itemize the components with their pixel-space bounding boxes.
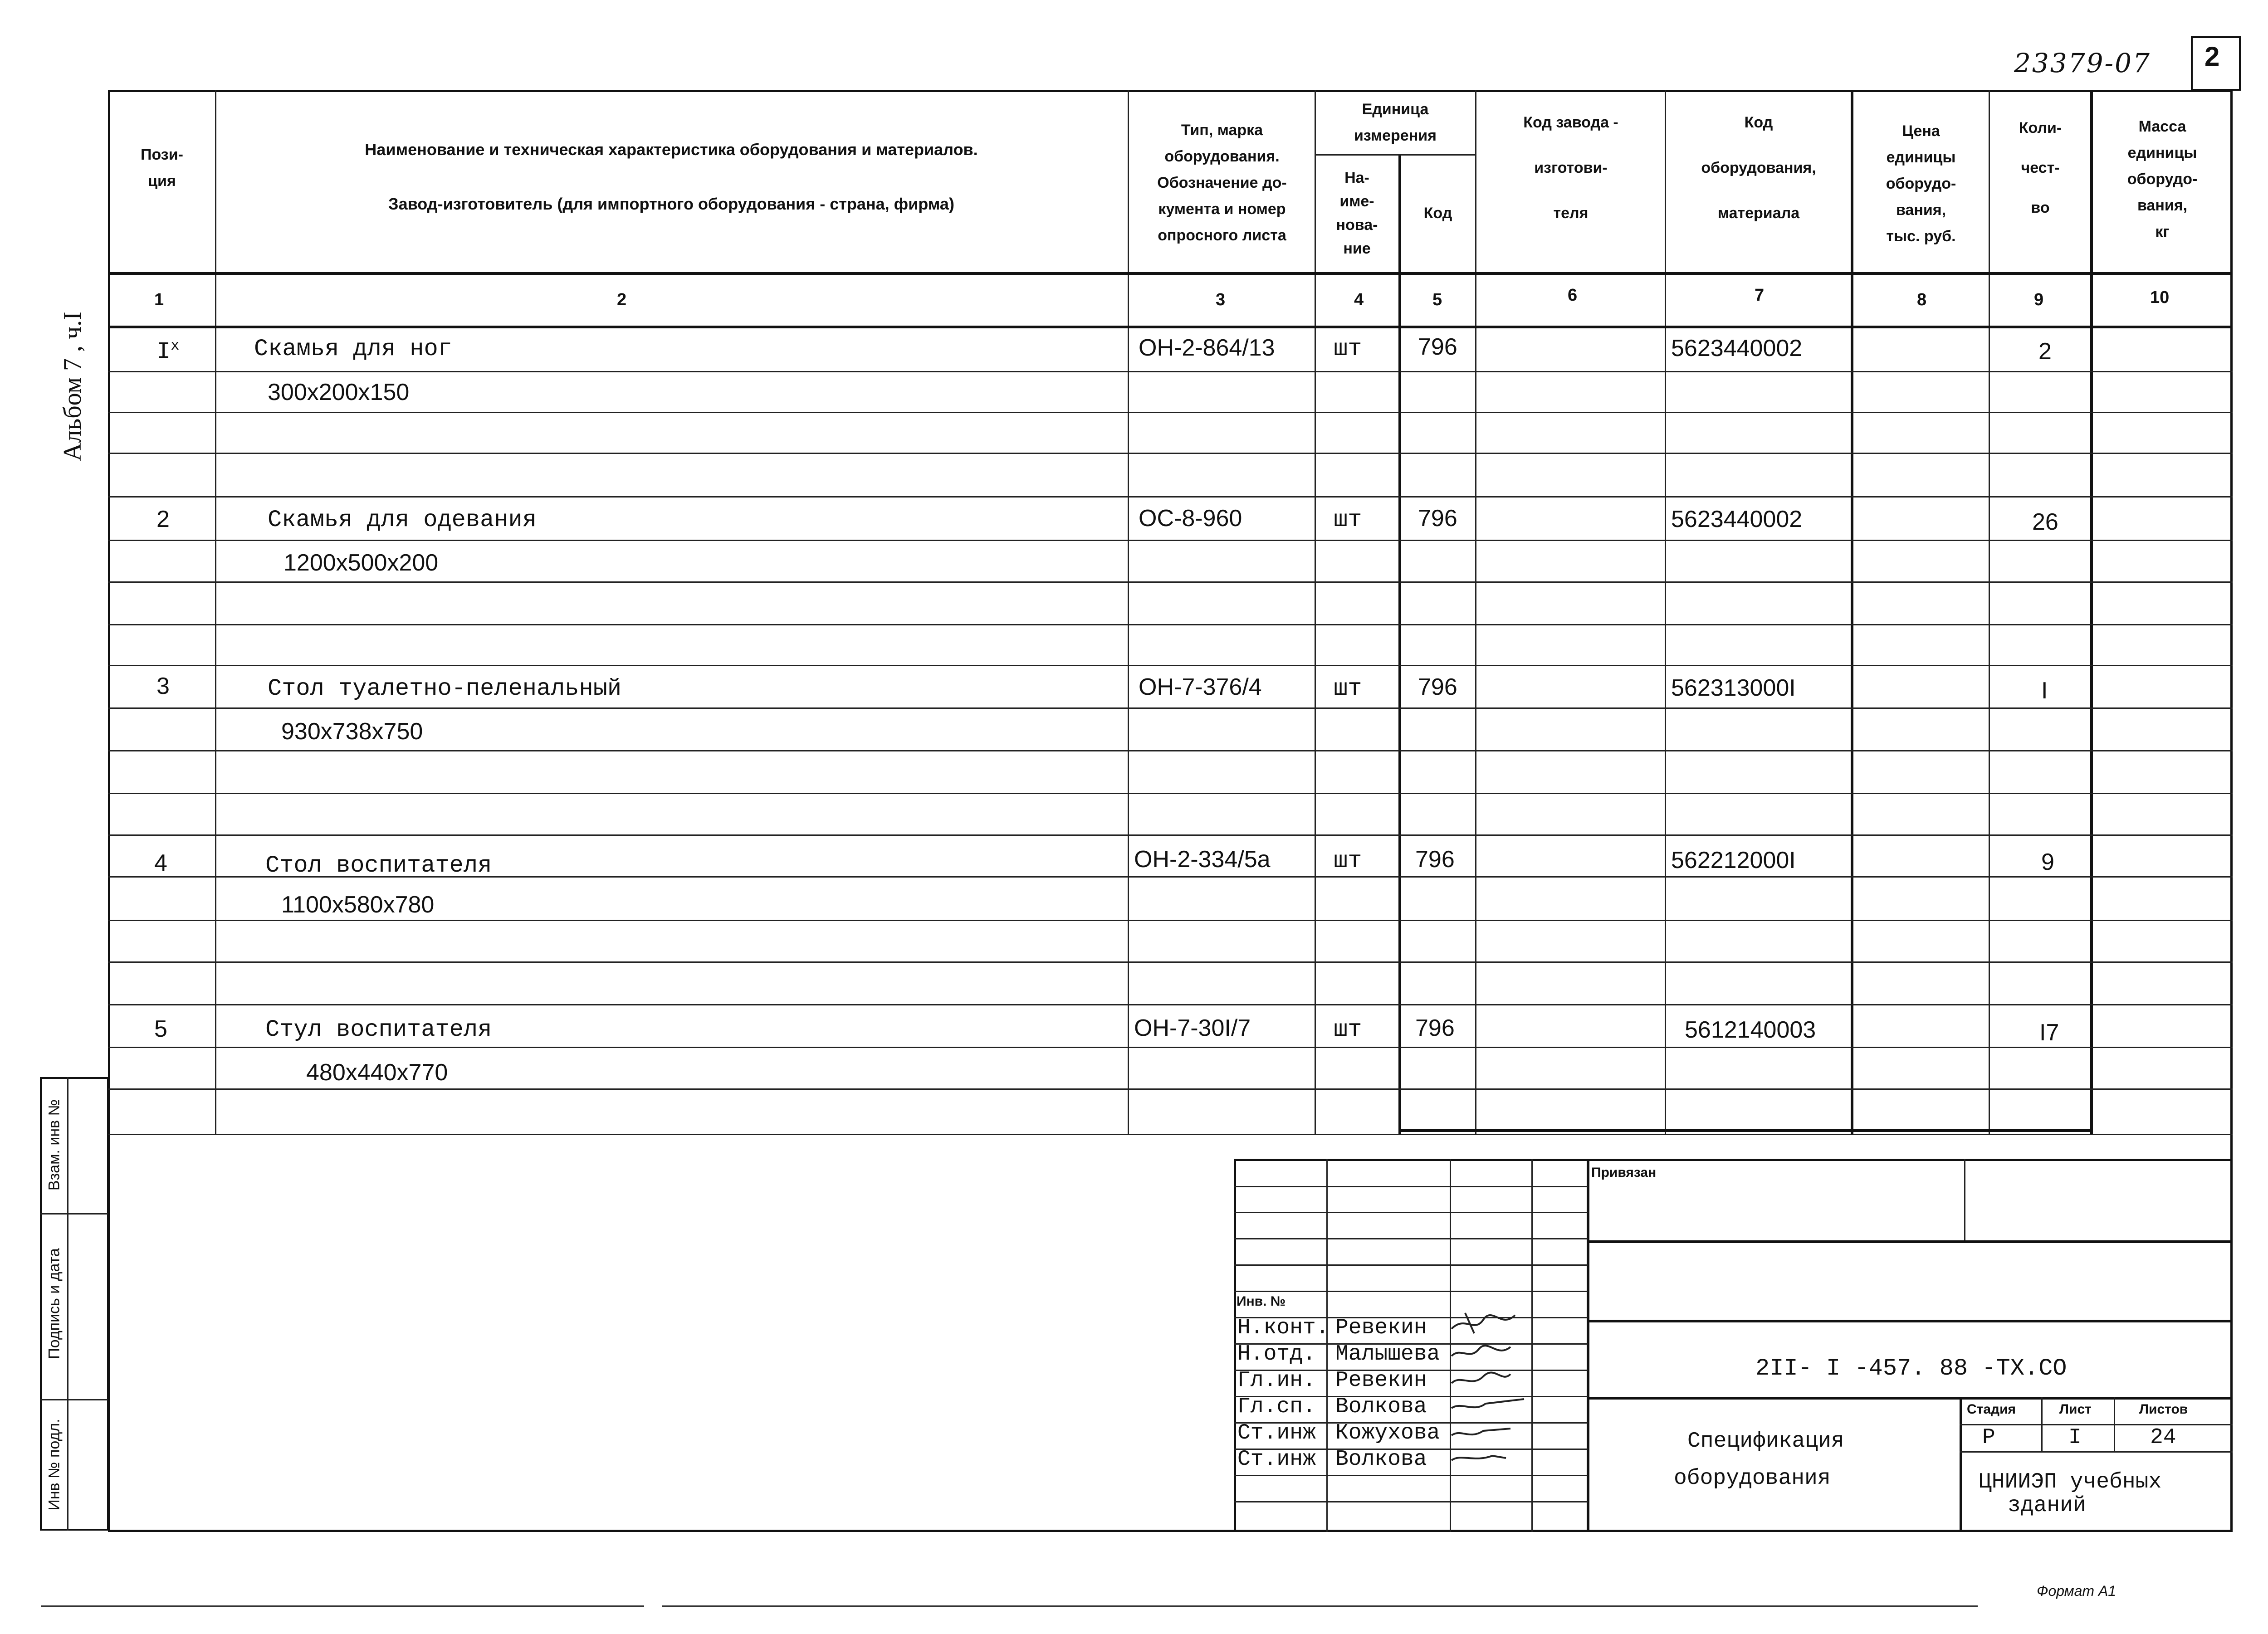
row-position: 4 <box>154 850 167 876</box>
vzam-inv-label: Взам. инв № <box>45 1099 63 1191</box>
header-position: Пози- ция <box>141 146 183 190</box>
sheet-value: I <box>2068 1425 2082 1450</box>
row-size: 1200x500x200 <box>284 550 439 576</box>
row-name: Скамья для ног <box>254 336 452 362</box>
row-unit-code: 796 <box>1418 505 1457 532</box>
column-number-6: 6 <box>1568 286 1578 305</box>
row-position: 2 <box>156 506 170 532</box>
row-size: 930x738x750 <box>281 718 423 745</box>
row-quantity: I <box>2041 678 2048 704</box>
inv-podl-label: Инв № подл. <box>45 1419 63 1511</box>
row-unit: шт <box>1334 507 1362 533</box>
album-label: Альбом 7 , ч.I <box>59 312 87 461</box>
name-n-kont: Ревекин <box>1335 1316 1427 1340</box>
row-name: Стол туалетно-пеленальный <box>268 675 622 702</box>
role-n-otd: Н.отд. <box>1237 1342 1316 1366</box>
signature-marks <box>1447 1306 1551 1469</box>
role-n-kont: Н.конт. <box>1237 1316 1329 1340</box>
row-size: 300x200x150 <box>268 379 410 405</box>
row-name: Стул воспитателя <box>265 1016 492 1043</box>
row-material-code: 5623440002 <box>1671 335 1803 361</box>
sheet-label: Лист <box>2059 1402 2092 1417</box>
format-label: Формат А1 <box>2037 1583 2116 1599</box>
column-number-4: 4 <box>1354 290 1364 309</box>
row-type: ОН-2-334/5а <box>1134 846 1271 873</box>
header-name-line2: Завод-изготовитель (для импортного оборудования - страна, фирма) <box>388 195 954 213</box>
header-type: Тип, марка оборудования. Обозначение до- кумента и номер опросного листа <box>1157 121 1287 244</box>
row-unit-code: 796 <box>1415 846 1455 873</box>
name-st-inzh-1: Кожухова <box>1335 1421 1440 1445</box>
row-unit-code: 796 <box>1415 1015 1455 1041</box>
row-quantity: 2 <box>2038 338 2052 365</box>
designation: 2II- I -457. 88 -ТХ.СО <box>1755 1355 2067 1382</box>
row-quantity: 9 <box>2041 849 2054 875</box>
column-number-1: 1 <box>154 290 164 309</box>
column-number-2: 2 <box>617 290 627 309</box>
row-material-code: 562313000I <box>1671 675 1796 701</box>
organization-line1: ЦНИИЭП учебных <box>1979 1470 2162 1494</box>
row-type: ОН-2-864/13 <box>1139 335 1275 361</box>
header-unit-group: Единица измерения <box>1354 101 1437 144</box>
document-title-line2: оборудования <box>1674 1466 1831 1491</box>
row-position: $I^x$ <box>156 337 180 366</box>
role-gl-in: Гл.ин. <box>1237 1368 1316 1393</box>
role-st-inzh-2: Ст.инж <box>1237 1447 1316 1472</box>
row-material-code: 5612140003 <box>1685 1017 1816 1043</box>
row-material-code: 5623440002 <box>1671 506 1803 532</box>
row-unit: шт <box>1334 336 1362 362</box>
document-number: 23379-07 <box>2014 48 2151 78</box>
row-unit: шт <box>1334 675 1362 702</box>
stage-label: Стадия <box>1967 1402 2016 1417</box>
name-n-otd: Малышева <box>1335 1342 1440 1366</box>
header-name-line1: Наименование и техническая характеристика оборудования и материалов. <box>365 140 978 159</box>
row-quantity: I7 <box>2039 1019 2059 1046</box>
role-st-inzh-1: Ст.инж <box>1237 1421 1316 1445</box>
document-title-line1: Спецификация <box>1687 1429 1844 1454</box>
header-unit-name: На- име- нова- ние <box>1336 169 1378 257</box>
row-type: ОС-8-960 <box>1139 505 1242 532</box>
row-unit: шт <box>1334 848 1362 874</box>
inv-number-label: Инв. № <box>1237 1294 1286 1309</box>
row-position: 3 <box>156 673 170 699</box>
sheets-value: 24 <box>2150 1425 2176 1450</box>
name-st-inzh-2: Волкова <box>1335 1447 1427 1472</box>
header-unit-code: Код <box>1423 205 1452 222</box>
column-number-5: 5 <box>1432 290 1442 309</box>
row-name: Скамья для одевания <box>268 507 537 533</box>
header-price: Цена единицы оборудо- вания, тыс. руб. <box>1886 122 1956 245</box>
privyazan-label: Привязан <box>1591 1165 1657 1180</box>
stage-value: Р <box>1982 1425 1995 1450</box>
header-quantity: Коли- чест- во <box>2019 119 2062 216</box>
column-number-9: 9 <box>2034 290 2044 309</box>
row-quantity: 26 <box>2032 509 2058 535</box>
row-position: 5 <box>154 1016 167 1042</box>
row-material-code: 562212000I <box>1671 847 1796 873</box>
row-type: ОН-7-376/4 <box>1139 674 1262 700</box>
column-number-3: 3 <box>1216 290 1226 309</box>
sheets-label: Листов <box>2139 1402 2188 1417</box>
name-gl-sp: Волкова <box>1335 1395 1427 1419</box>
row-name: Стол воспитателя <box>265 852 492 879</box>
podpis-data-label: Подпись и дата <box>45 1248 63 1359</box>
row-size: 1100x580x780 <box>281 892 435 918</box>
name-gl-in: Ревекин <box>1335 1368 1427 1393</box>
sheet-number: 2 <box>2204 41 2220 72</box>
header-plant-code: Код завода - изготови- теля <box>1523 114 1618 222</box>
header-equipment-code: Код оборудования, материала <box>1701 114 1816 222</box>
row-unit-code: 796 <box>1418 674 1457 700</box>
row-size: 480x440x770 <box>306 1059 448 1086</box>
column-number-7: 7 <box>1755 286 1765 305</box>
column-number-10: 10 <box>2150 288 2170 307</box>
row-unit: шт <box>1334 1016 1362 1043</box>
row-unit-code: 796 <box>1418 334 1457 360</box>
role-gl-sp: Гл.сп. <box>1237 1395 1316 1419</box>
organization-line2: зданий <box>2008 1493 2086 1518</box>
column-number-8: 8 <box>1917 290 1927 309</box>
row-type: ОН-7-30I/7 <box>1134 1015 1251 1041</box>
header-mass: Масса единицы оборудо- вания, кг <box>2127 118 2198 240</box>
